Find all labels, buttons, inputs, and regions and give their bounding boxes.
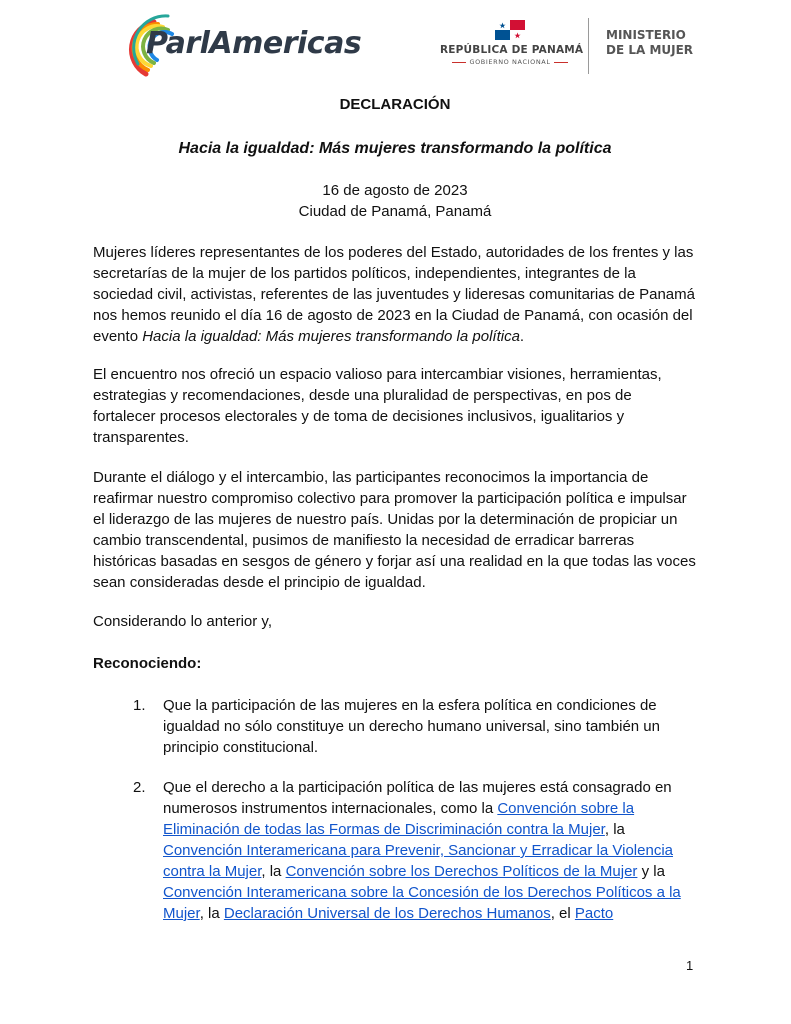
document-date: 16 de agosto de 2023 bbox=[322, 182, 468, 199]
link-inter-american-political-rights[interactable]: Convención Interamericana sobre la Concesión de los Derechos Políticos a la Mujer bbox=[163, 884, 681, 922]
paragraph-dialogue: Durante el diálogo y el intercambio, las participantes reconocimos la importancia de reafirmar nuestro compromiso colectivo para promover la participación política e impulsar el liderazgo de las mujeres de nuestro país. Unidas por la determinación de propiciar un cambio transcendental, pusimos de manifiesto la necesidad de erradicar barreras históricas basadas en sesgos de género y forjar así una realidad en la que todas las voces sean consideradas desde el principio de igualdad. bbox=[93, 469, 696, 591]
ministry-name: MINISTERIO DE LA MUJER bbox=[606, 28, 694, 57]
link-political-rights-convention[interactable]: Convención sobre los Derechos Políticos de la Mujer bbox=[285, 863, 638, 880]
link-pacto[interactable]: Pacto bbox=[574, 905, 614, 922]
list-number: 2. bbox=[133, 779, 146, 796]
list-item bbox=[133, 777, 693, 924]
paragraph-intro: Mujeres líderes representantes de los poderes del Estado, autoridades de los frentes y las secretarías de la mujer de los partidos políticos, independientes, integrantes de la sociedad civil, activistas, referentes de las juventudes y lideresas comunitarias de Panamá nos hemos reunido el día 16 de agosto de 2023 en la Ciudad de Panamá, con ocasión del evento Hacia la igualdad: Más mujeres transformando la política. bbox=[93, 244, 695, 345]
government-logo bbox=[440, 20, 584, 80]
gov-name: REPÚBLICA DE PANAMÁ bbox=[440, 44, 584, 56]
link-belem-do-para[interactable]: Convención Interamericana para Prevenir, Sancionar y Erradicar la Violencia contra la Mujer bbox=[163, 842, 673, 880]
page-number: 1 bbox=[686, 958, 694, 973]
date-place bbox=[93, 180, 697, 222]
header-divider bbox=[588, 18, 589, 74]
gov-subtitle: GOBIERNO NACIONAL bbox=[440, 58, 580, 66]
document-place: Ciudad de Panamá, Panamá bbox=[298, 203, 492, 220]
page-header bbox=[0, 0, 791, 90]
panama-flag-icon bbox=[495, 20, 525, 40]
link-cedaw[interactable]: Convención sobre la Eliminación de todas las Formas de Discriminación contra la Mujer bbox=[163, 800, 635, 838]
document-title: DECLARACIÓN bbox=[339, 96, 451, 113]
paragraph-meeting: El encuentro nos ofreció un espacio valioso para intercambiar visiones, herramientas, estrategias y recomendaciones, desde una pluralidad de perspectivas, en pos de fortalecer procesos electorales y de toma de decisiones inclusivos, igualitarios y transparentes. bbox=[93, 366, 662, 446]
parlamericas-logo-text: ParlAmericas bbox=[146, 26, 362, 61]
link-universal-declaration[interactable]: Declaración Universal de los Derechos Humanos bbox=[223, 905, 551, 922]
list-item bbox=[133, 695, 693, 758]
list-number: 1. bbox=[133, 697, 146, 714]
heading-reconociendo: Reconociendo: bbox=[93, 655, 202, 672]
list-item-text: Que el derecho a la participación política de las mujeres está consagrado en numerosos instrumentos internacionales, como la Convención sobre la Eliminación de todas las Formas de Discriminación contra la Mujer, la Convención Interamericana para Prevenir, Sancionar y Erradicar la Violencia contra la Mujer, la Convención sobre los Derechos Políticos de la Mujer y la Convención Interamericana sobre la Concesión de los Derechos Políticos a la Mujer, la Declaración Universal de los Derechos Humanos, el Pacto bbox=[163, 779, 681, 922]
list-item-text: Que la participación de las mujeres en la esfera política en condiciones de igualdad no sólo constituye un derecho humano universal, sino también un principio constitucional. bbox=[163, 697, 660, 756]
paragraph-considering: Considerando lo anterior y, bbox=[93, 613, 272, 630]
document-subtitle: Hacia la igualdad: Más mujeres transformando la política bbox=[178, 140, 612, 157]
